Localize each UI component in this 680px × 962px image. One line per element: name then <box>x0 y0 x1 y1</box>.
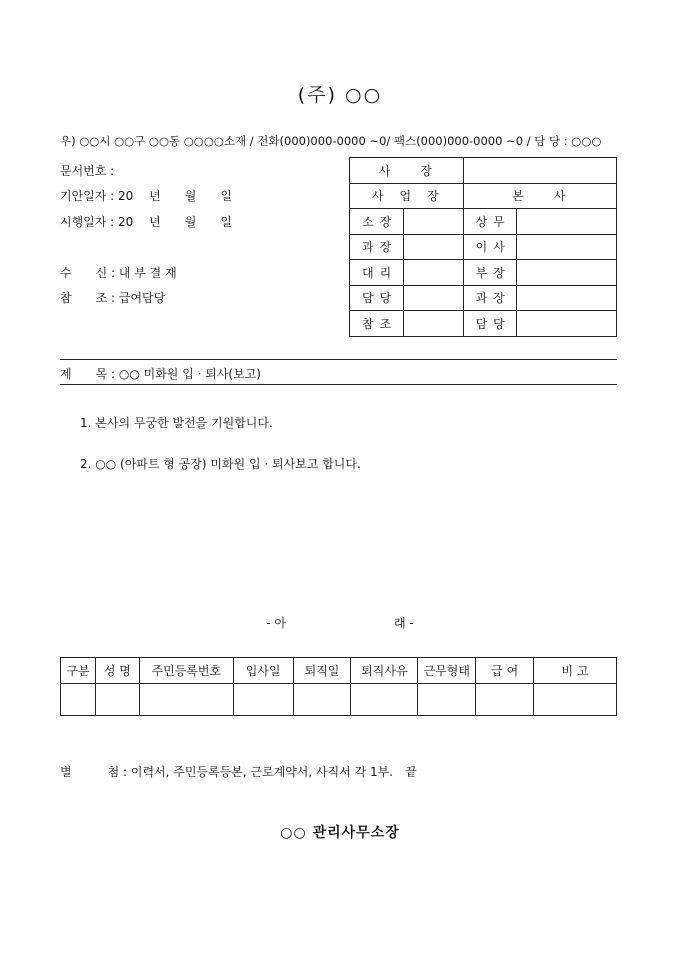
table-cell[interactable] <box>534 684 617 716</box>
site-label: 사 업 장 <box>350 183 464 209</box>
table-cell[interactable] <box>351 684 418 716</box>
exec-date-field <box>60 213 232 230</box>
divider <box>60 384 617 385</box>
subject-line: 제 목 : ○○ 미화원 입 · 퇴사(보고) <box>60 367 261 381</box>
sign-cell[interactable] <box>403 311 463 337</box>
table-cell[interactable] <box>293 684 351 716</box>
draft-date-field <box>60 187 232 204</box>
table-cell[interactable] <box>61 684 96 716</box>
table-cell[interactable] <box>476 684 534 716</box>
sign-cell[interactable] <box>403 260 463 286</box>
table-cell[interactable] <box>418 684 476 716</box>
exec-date-value: 년 월 일 <box>149 215 232 229</box>
site-role: 담당 <box>350 285 404 311</box>
col-header: 급 여 <box>476 658 534 684</box>
table-cell[interactable] <box>139 684 233 716</box>
col-header: 구분 <box>61 658 96 684</box>
col-header: 퇴직사유 <box>351 658 418 684</box>
doc-number-field: 문서번호 : <box>60 164 115 178</box>
site-role: 소장 <box>350 209 404 235</box>
sign-cell[interactable] <box>517 311 617 337</box>
hq-role: 이사 <box>463 234 517 260</box>
col-header: 입사일 <box>233 658 293 684</box>
sign-cell[interactable] <box>403 285 463 311</box>
divider <box>60 359 617 360</box>
body-line-2: 2. ○○ (아파트 형 공장) 미화원 입 · 퇴사보고 합니다. <box>80 457 361 471</box>
col-header: 주민등록번호 <box>139 658 233 684</box>
site-role: 과장 <box>350 234 404 260</box>
approval-table <box>349 157 617 337</box>
col-header: 근무형태 <box>418 658 476 684</box>
col-header: 퇴직일 <box>293 658 351 684</box>
exec-date-label: 시행일자 : 20 <box>60 215 134 229</box>
table-cell[interactable] <box>95 684 139 716</box>
hq-label: 본 사 <box>463 183 616 209</box>
sign-cell[interactable] <box>403 234 463 260</box>
sign-cell[interactable] <box>517 285 617 311</box>
site-role: 참조 <box>350 311 404 337</box>
address-line: 우) ○○시 ○○구 ○○동 ○○○○소재 / 전화(000)000-0000 ~0/ 팩스(000)000-0000 ~0 / 담 당 : ○○○ <box>60 134 602 148</box>
draft-date-label: 기안일자 : 20 <box>60 189 134 203</box>
body-line-1: 1. 본사의 무궁한 발전을 기원합니다. <box>80 416 273 430</box>
president-label: 사 장 <box>350 158 464 184</box>
reference-field: 참 조 : 급여담당 <box>60 291 166 305</box>
col-header: 성 명 <box>95 658 139 684</box>
col-header: 비 고 <box>534 658 617 684</box>
recipient-field: 수 신 : 내 부 결 재 <box>60 266 177 280</box>
sign-cell[interactable] <box>517 234 617 260</box>
draft-date-value: 년 월 일 <box>149 189 232 203</box>
document-title: (주) ○○ <box>297 84 383 106</box>
sign-cell[interactable] <box>517 209 617 235</box>
president-sign-cell[interactable] <box>463 158 616 184</box>
below-heading: - 아 래 - <box>266 616 414 630</box>
table-cell[interactable] <box>233 684 293 716</box>
hq-role: 상무 <box>463 209 517 235</box>
hq-role: 부장 <box>463 260 517 286</box>
hq-role: 과장 <box>463 285 517 311</box>
attachment-line: 별 첨 : 이력서, 주민등록등본, 근로계약서, 사직서 각 1부. 끝 <box>60 765 417 779</box>
sign-cell[interactable] <box>403 209 463 235</box>
sign-cell[interactable] <box>517 260 617 286</box>
hq-role: 담당 <box>463 311 517 337</box>
table-row <box>61 684 617 716</box>
signature: ○○ 관리사무소장 <box>280 825 400 841</box>
site-role: 대리 <box>350 260 404 286</box>
employee-table <box>60 657 617 716</box>
